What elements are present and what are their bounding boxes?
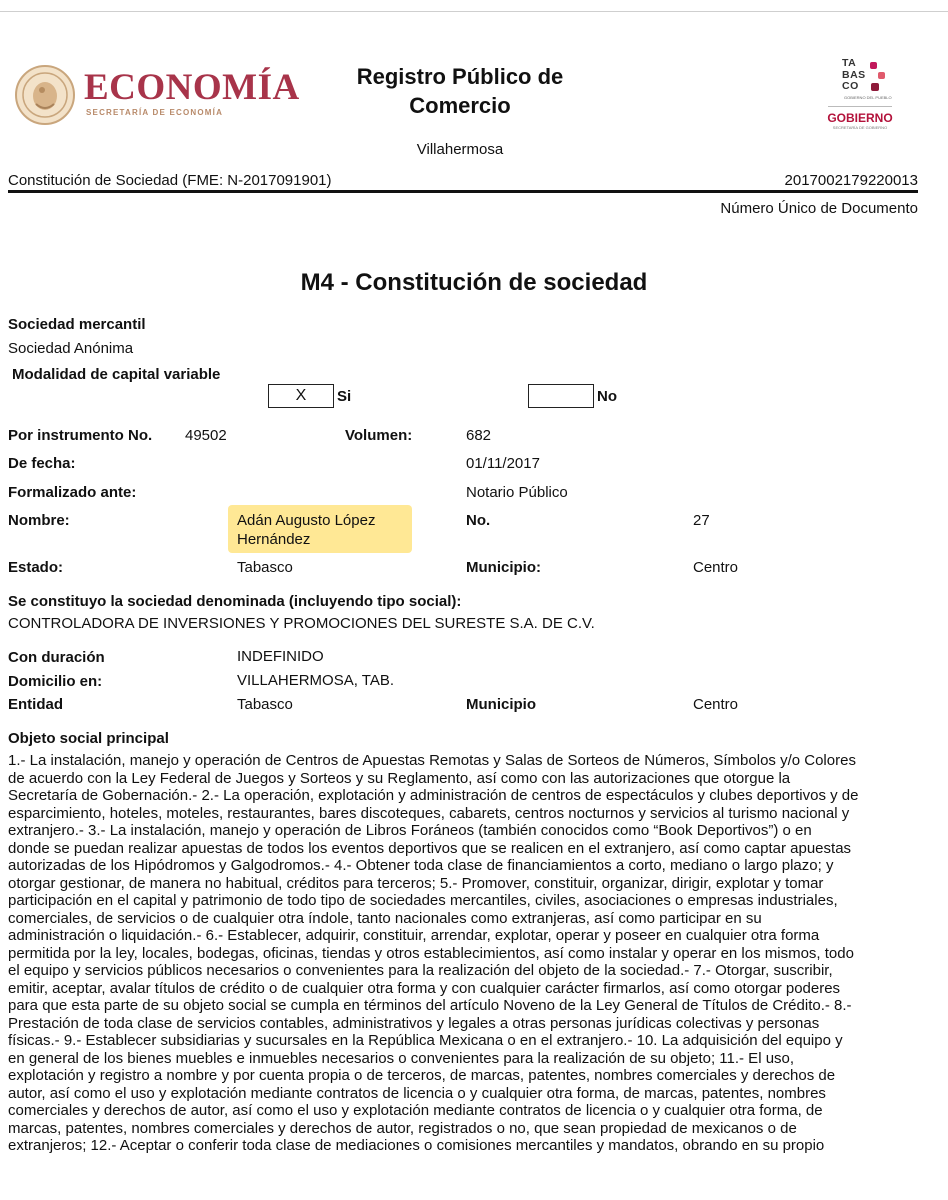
sociedad-value: Sociedad Anónima — [8, 340, 134, 357]
tabasco-mark-icon — [868, 60, 888, 96]
economia-wordmark: ECONOMÍA — [84, 67, 300, 108]
tabasco-small-text: GOBIERNO DEL PUEBLO — [844, 95, 892, 100]
tabasco-letters-1: TA — [842, 57, 857, 69]
top-divider — [0, 11, 948, 12]
document-number-label: Número Único de Documento — [720, 200, 918, 217]
duracion-value: INDEFINIDO — [237, 648, 324, 665]
objeto-line: de acuerdo con la Ley Federal de Juegos y Sorteos y su Reglamento, así como con las autorizaciones que otorgue la — [8, 769, 791, 787]
objeto-line: otorgar gestionar, de manera no habitual, créditos para terceros; 5.- Promover, constituir, organizar, dirigir, explotar y tomar — [8, 874, 824, 892]
tabasco-logo — [822, 58, 898, 134]
tabasco-divider — [828, 106, 892, 107]
title-line-1: Registro Público de — [356, 64, 564, 89]
objeto-line: Prestación de toda clase de servicios contables, administrativos y legales a otras personas jurídicas colectivas y personas — [8, 1014, 820, 1032]
objeto-line: administración o liquidación.- 6.- Establecer, adquirir, constituir, arrendar, explotar, operar y poseer en cualquier otra forma — [8, 927, 820, 944]
entidad-label: Entidad — [8, 696, 63, 713]
objeto-line: autor, así como el uso y explotación mediante contratos de licencia o y cualquier otra forma, de marcas, patentes, nombres — [8, 1084, 826, 1102]
tabasco-letters-2: BAS — [842, 68, 866, 81]
tabasco-gobierno: GOBIERNO — [827, 111, 893, 125]
objeto-line: autorizadas de los Hipódromos y Galgodromos.- 4.- Obtener toda clase de financiamientos a corto, mediano o largo plazo; y — [8, 857, 834, 874]
notario-no-value: 27 — [693, 512, 710, 529]
notario-no-label: No. — [466, 512, 491, 529]
formalizado-label: Formalizado ante: — [8, 484, 137, 501]
volumen-label: Volumen: — [345, 427, 413, 444]
fecha-value: 01/11/2017 — [466, 455, 540, 472]
volumen-value: 682 — [466, 427, 492, 444]
document-number: 2017002179220013 — [784, 172, 918, 189]
entidad-value: Tabasco — [237, 696, 293, 713]
municipio-value: Centro — [693, 559, 739, 576]
title-line-2: Comercio — [409, 93, 511, 118]
objeto-line: explotación y registro a nombre y por cuenta propia o de terceros, de marcas, patentes, nombres comerciales y derechos de — [8, 1067, 836, 1084]
page-title — [330, 62, 590, 120]
objeto-line: físicas.- 9.- Establecer subsidiarias y sucursales en la República Mexicana o en el extranjero.- 10. La adquisición del equipo y — [8, 1032, 843, 1049]
tabasco-secretaria: SECRETARÍA DE GOBIERNO — [832, 125, 888, 130]
objeto-line: para que esta parte de su objeto social se cumpla en términos del artículo Noveno de la Ley General de Títulos de Crédito.- 8.- — [8, 997, 852, 1014]
municipio2-label: Municipio — [466, 696, 536, 713]
formalizado-value: Notario Público — [466, 484, 568, 501]
no-checkbox[interactable] — [528, 384, 594, 408]
objeto-line: Secretaría de Gobernación.- 2.- La operación, explotación y administración de centros de espectáculos y clubes deportivos y de — [8, 787, 859, 804]
objeto-line: comerciales, de servicios o de cualquier otra índole, tanto nacionales como extranjeras, así como participar en su — [8, 909, 762, 927]
fme-reference: Constitución de Sociedad (FME: N-2017091901) — [8, 172, 332, 189]
municipio-label: Municipio: — [466, 559, 541, 576]
header-rule — [8, 190, 918, 193]
denominada-label: Se constituyo la sociedad denominada (incluyendo tipo social): — [8, 593, 462, 610]
estado-label: Estado: — [8, 559, 64, 576]
domicilio-value: VILLAHERMOSA, TAB. — [237, 672, 394, 689]
objeto-line: el equipo y servicios públicos necesarios o convenientes para la realización del objeto de la sociedad.- 7.- Otorgar, suscribir, — [8, 962, 833, 979]
denominada-value: CONTROLADORA DE INVERSIONES Y PROMOCIONES DEL SURESTE S.A. DE C.V. — [8, 615, 595, 632]
objeto-text — [8, 752, 920, 1155]
objeto-line: comerciales y derechos de autor, así como el uso y explotación mediante contratos de licencia o y cualquier otra forma, de — [8, 1102, 823, 1119]
economia-subtitle: SECRETARÍA DE ECONOMÍA — [86, 108, 224, 117]
mexico-seal-icon — [14, 64, 76, 126]
objeto-line: extranjero.- 3.- La instalación, manejo y operación de Libros Foráneos (también conocidos como “Book Deportivos”) o en — [8, 822, 812, 839]
tabasco-wordmark — [842, 58, 866, 93]
form-heading: M4 - Constitución de sociedad — [300, 269, 648, 296]
estado-value: Tabasco — [237, 559, 293, 576]
economia-logo — [14, 64, 314, 128]
instrumento-value: 49502 — [185, 427, 227, 444]
municipio2-value: Centro — [693, 696, 739, 713]
modalidad-label: Modalidad de capital variable — [12, 366, 221, 383]
nombre-line-1: Adán Augusto López — [237, 512, 376, 529]
objeto-line: emitir, aceptar, avalar títulos de crédito o de cualquier otra forma y con cualquier carácter firmarlos, así como otorgar poderes — [8, 979, 841, 997]
city: Villahermosa — [416, 141, 504, 158]
objeto-line: extranjeros; 12.- Aceptar o conferir toda clase de mediaciones o comisiones mercantiles y mandatos, obrando en su propio — [8, 1137, 825, 1154]
objeto-label: Objeto social principal — [8, 730, 169, 747]
instrumento-label: Por instrumento No. — [8, 427, 153, 444]
tabasco-letters-3: CO — [842, 80, 859, 92]
no-label: No — [597, 388, 617, 405]
objeto-line: marcas, patentes, nombres comerciales y derechos de autor, registrados o no, que sean propiedad de mexicanos o de — [8, 1119, 797, 1137]
fecha-label: De fecha: — [8, 455, 76, 472]
objeto-line: participación en el capital y patrimonio de todo tipo de sociedades mercantiles, civiles, asociaciones o empresas industriales, — [8, 892, 838, 909]
objeto-line: permitida por la ley, locales, bodegas, oficinas, tiendas y otros establecimientos, así como instalar y operar en los mismos, todo — [8, 944, 854, 962]
objeto-line: esparcimiento, hoteles, moteles, restaurantes, bares discoteques, cabarets, centros nocturnos y servicios al turismo nacional y — [8, 804, 850, 822]
si-label: Si — [337, 388, 352, 405]
sociedad-label: Sociedad mercantil — [8, 316, 146, 333]
si-checkbox[interactable]: X — [268, 384, 334, 408]
nombre-label: Nombre: — [8, 512, 70, 529]
domicilio-label: Domicilio en: — [8, 673, 103, 690]
nombre-line-2: Hernández — [237, 531, 311, 548]
objeto-line: en general de los bienes muebles e inmuebles necesarios o convenientes para la realización de su objeto; 11.- El uso, — [8, 1049, 795, 1067]
objeto-line: 1.- La instalación, manejo y operación de Centros de Apuestas Remotas y Salas de Sorteos de Números, Símbolos y/o Colores — [8, 752, 856, 769]
objeto-line: donde se puedan realizar apuestas de todos los eventos deportivos que se realicen en el extranjero, así como captar apuestas — [8, 839, 852, 857]
duracion-label: Con duración — [8, 649, 105, 666]
